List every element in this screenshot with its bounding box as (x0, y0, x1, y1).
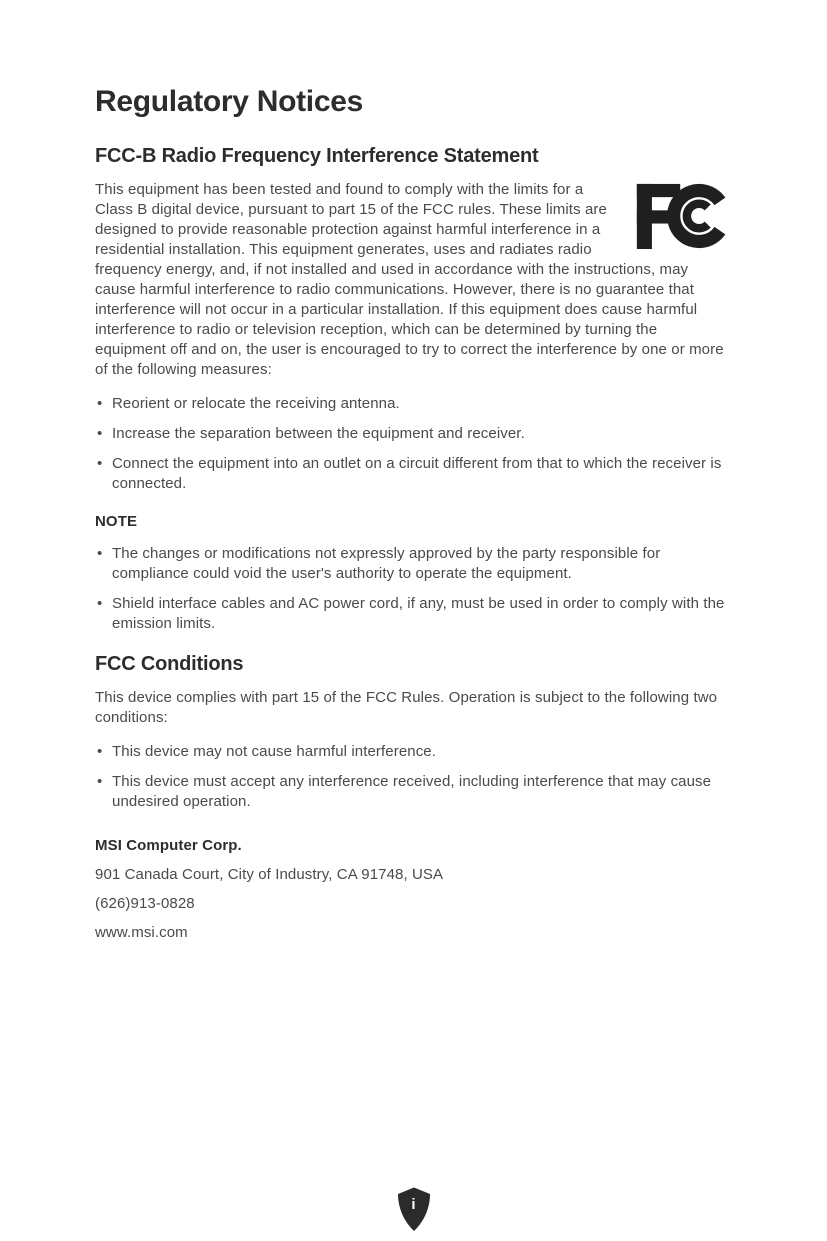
company-website: www.msi.com (95, 924, 188, 941)
section-fcc-statement (95, 144, 732, 634)
note-bullet-list (95, 544, 732, 634)
list-item: • Reorient or relocate the receiving antenna. (95, 394, 732, 414)
list-item: • Connect the equipment into an outlet on a circuit different from that to which the receiver is connected. (95, 454, 732, 494)
page-number: i (411, 1196, 416, 1213)
fcc-statement-bullet-list (95, 394, 732, 494)
company-name: MSI Computer Corp. (95, 837, 242, 854)
list-item: • Increase the separation between the equipment and receiver. (95, 424, 732, 444)
contact-block (95, 836, 732, 943)
company-phone: (626)913-0828 (95, 895, 195, 912)
note-heading: NOTE (95, 513, 138, 530)
fcc-statement-heading: FCC-B Radio Frequency Interference Statement (95, 145, 539, 167)
fcc-certification-logo-icon (636, 183, 732, 249)
document-page (95, 84, 732, 952)
list-item: • The changes or modifications not expressly approved by the party responsible for compliance could void the user's authority to operate the equipment. (95, 544, 732, 584)
fcc-conditions-bullet-list (95, 742, 732, 812)
page-title: Regulatory Notices (95, 85, 363, 118)
fcc-conditions-body: This device complies with part 15 of the FCC Rules. Operation is subject to the following two conditions: (95, 689, 718, 726)
fcc-statement-body-block (95, 180, 732, 394)
company-address: 901 Canada Court, City of Industry, CA 91748, USA (95, 866, 444, 883)
list-item: • Shield interface cables and AC power cord, if any, must be used in order to comply with the emission limits. (95, 594, 732, 634)
fcc-statement-body: This equipment has been tested and found to comply with the limits for a Class B digital device, pursuant to part 15 of the FCC rules. These limits are designed to provide reasonable protection against harmful interference in a residential installation. This equipment generates, uses and radiates radio frequency energy, and, if not installed and used in accordance with the instructions, may cause harmful interference to radio communications. However, there is no guarantee that interference will not occur in a particular installation. If this equipment does cause harmful interference to radio or television reception, which can be determined by turning the equipment off and on, the user is encouraged to try to correct the interference by one or more of the following measures: (95, 181, 724, 378)
page-number-badge (394, 1186, 434, 1233)
list-item: • This device must accept any interference received, including interference that may cause undesired operation. (95, 772, 732, 812)
section-fcc-conditions (95, 652, 732, 812)
list-item: • This device may not cause harmful interference. (95, 742, 732, 762)
fcc-conditions-heading: FCC Conditions (95, 653, 244, 675)
